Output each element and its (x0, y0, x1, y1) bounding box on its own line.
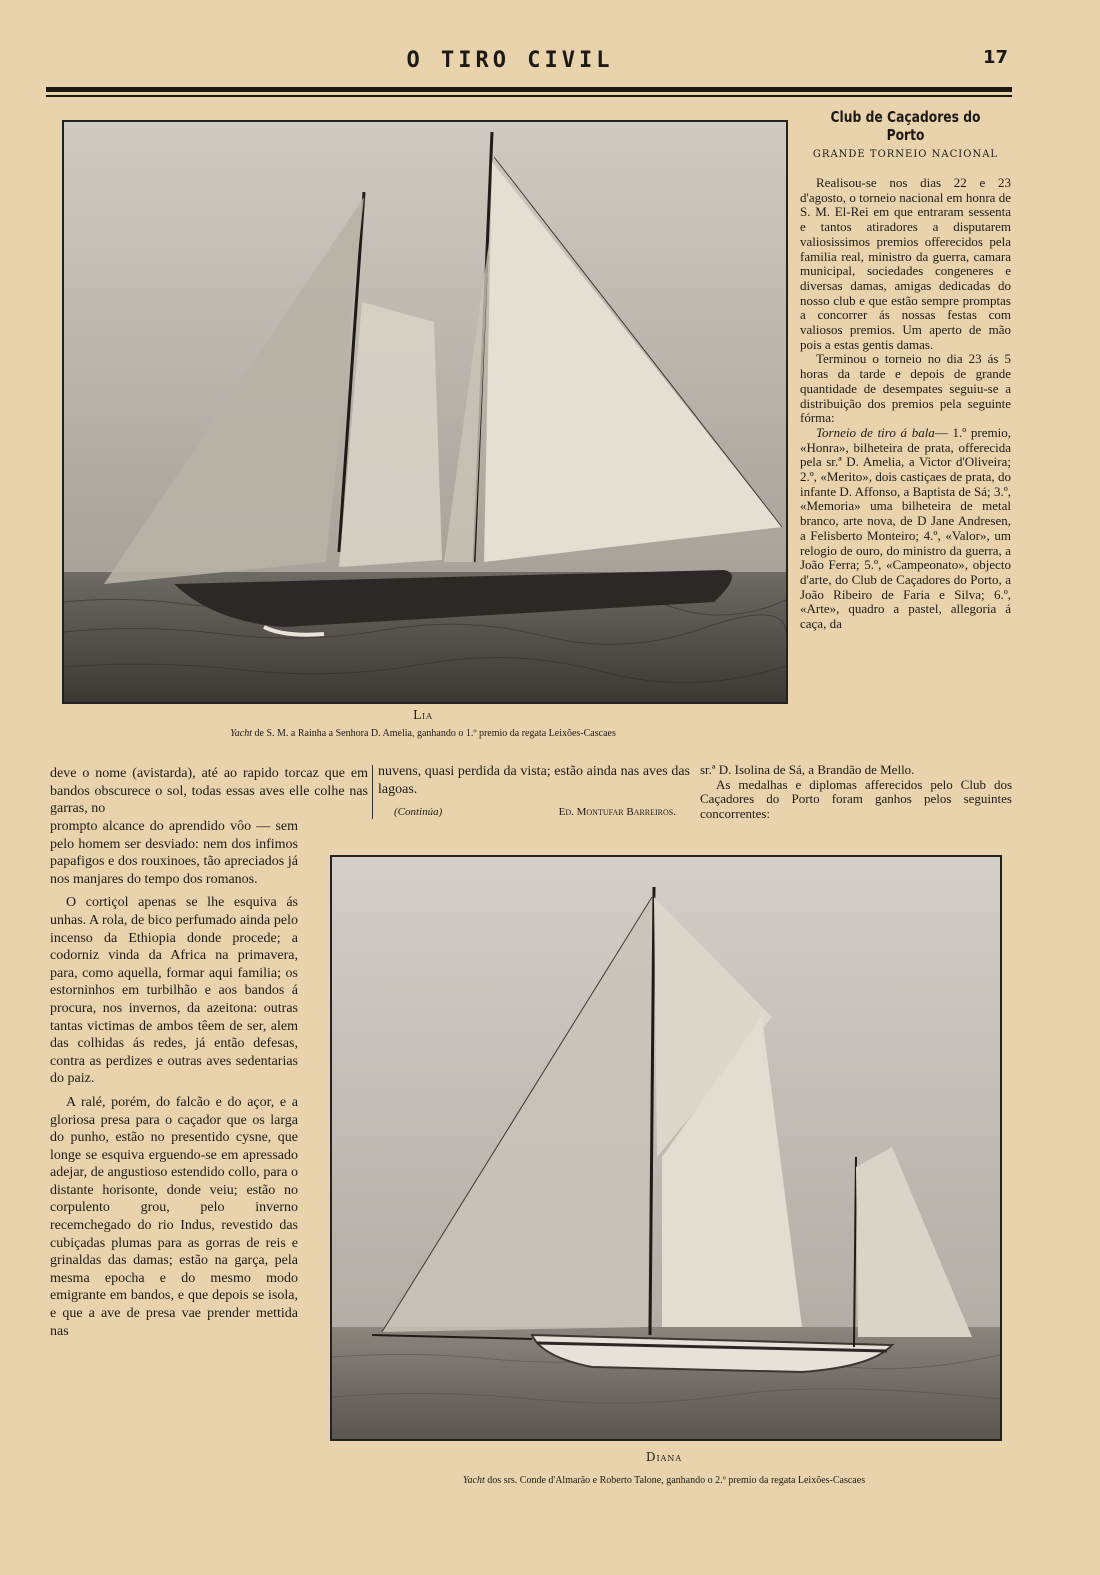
club-paragraph-3-italic: Torneio de tiro á bala (816, 424, 935, 440)
photo-diana (330, 855, 1002, 1441)
photo-diana-name: Diana (645, 1450, 683, 1464)
header-rule-thin (46, 95, 1012, 97)
photo-lia-name: Lia (413, 708, 433, 722)
club-paragraph-3 (800, 426, 1011, 632)
page-number: 17 (982, 47, 1008, 68)
column-separator (372, 765, 373, 819)
caption-rest: de S. M. a Rainha a Senhora D. Amelia, ganhando o 1.º premio da regata Leixões-Cascaes (254, 728, 616, 739)
cutter-illustration (332, 857, 1000, 1439)
middle-column (378, 763, 690, 822)
club-paragraph-1: Realisou-se nos dias 22 e 23 d'agosto, o torneio nacional em honra de S. M. El-Rei em que entraram sessenta e tantos atiradores a disputarem valiosissimos premios offerecidos pela familia real, ministro da guerra, camara municipal, sociedades congeneres e diversas damas, amigas dedicadas do nosso club e que estão sempre promptas a concorrer ás nossas festas com valiosos premios. Um aperto de mão pois a estas gentis damas. (800, 175, 1011, 352)
middle-text: nuvens, quasi perdida da vista; estão ainda nas aves das lagoas. (378, 764, 690, 797)
left-paragraph-3: A ralé, porém, do falcão e do açor, e a gloriosa presa para o caçador que os larga do punho, estão no presentido cysne, que longe se esquiva erguendo-se em apressado adejar, de angustioso estendido collo, para o distante horisonte, donde veiu; estão no corpulento grou, pelo inverno recemchegado do rio Indus, revestido das cubiçadas plumas para as gorras de reis e grinaldas das damas; estão na garça, pela mesma epocha e do mesmo modo emigrante em bandos, e que depois se isola, e que a ave de presa vae prender mettida nas (50, 1094, 298, 1339)
left-column (50, 818, 298, 1346)
photo-lia-caption (62, 728, 784, 739)
club-article-column (800, 176, 1011, 632)
club-paragraph-3-text: — 1.º premio, «Honra», bilheteira de prata, offerecida pela sr.ª D. Amelia, a Victor d'Oliveira; 2.º, «Merito», dois castiçaes de prata, do infante D. Affonso, a Baptista de Sá; 3.º, «Memoria» uma bilheteira de metal branco, arte nova, de D Jane Andresen, a Felisberto Monteiro; 4.º, «Valor», um relogio de ouro, do ministro da guerra, a João Ferra; 5.º, «Campeonato», objecto d'arte, do Club de Caçadores do Porto, a João Ribeiro de Faria e Silva; 6.º, «Arte», quadro a pastel, allegoria á caça, da (800, 424, 1011, 632)
caption-italic-diana: Yacht (462, 1475, 485, 1486)
club-article-continued (700, 763, 1012, 822)
caption-rest-diana: dos srs. Conde d'Almarão e Roberto Talone, ganhando o 2.º premio da regata Leixões-Cascaes (487, 1475, 866, 1486)
left-paragraph-2: O cortiçol apenas se lhe esquiva ás unhas. A rola, de bico perfumado ainda pelo incenso da Ethiopia donde procede; a codorniz vinda da Africa na primavera, para, como aquella, formar aqui familia; os estorninhos em turbilhão e aos bandos á procura, nos invernos, da azeitona: outras tantas victimas de ambos têem de ser, alem das colhidas ás redes, já então defesas, contra as perdizes e outras aves sedentarias do paiz. (50, 895, 298, 1087)
left-paragraph-1: prompto alcance do aprendido vôo — sem pelo homem ser desviado: nem dos infimos papafigos e dos rouxinoes, tão apreciados já nos manjares do tempo dos romanos. (50, 819, 298, 887)
author-signature: Ed. Montufar Barreiros. (558, 806, 676, 819)
continua-line (378, 804, 690, 822)
club-bottom-1: sr.ª D. Isolina de Sá, a Brandão de Mello. (700, 762, 915, 777)
left-column-top (50, 765, 368, 824)
schooner-illustration (64, 122, 786, 702)
header-rule (46, 87, 1012, 92)
club-paragraph-2: Terminou o torneio no dia 23 ás 5 horas da tarde e depois de grande quantidade de desempates seguiu-se a distribuição dos premios pela seguinte fórma: (800, 351, 1011, 426)
left-top-text: deve o nome (avistarda), até ao rapido torcaz que em bandos obscurece o sol, todas essas aves elle colhe nas garras, no (50, 766, 368, 817)
photo-lia (62, 120, 788, 704)
continua-label: (Continúa) (394, 806, 443, 819)
club-article-subtitle: GRANDE TORNEIO NACIONAL (812, 149, 999, 160)
club-article-title: Club de Caçadores do Porto (830, 108, 981, 144)
masthead: O TIRO CIVIL (406, 48, 614, 73)
caption-italic: Yacht (230, 728, 253, 739)
photo-diana-caption (330, 1475, 998, 1486)
club-bottom-2: As medalhas e diplomas afferecidos pelo Club dos Caçadores do Porto foram ganhos pelos seguintes concorrentes: (700, 776, 1012, 822)
